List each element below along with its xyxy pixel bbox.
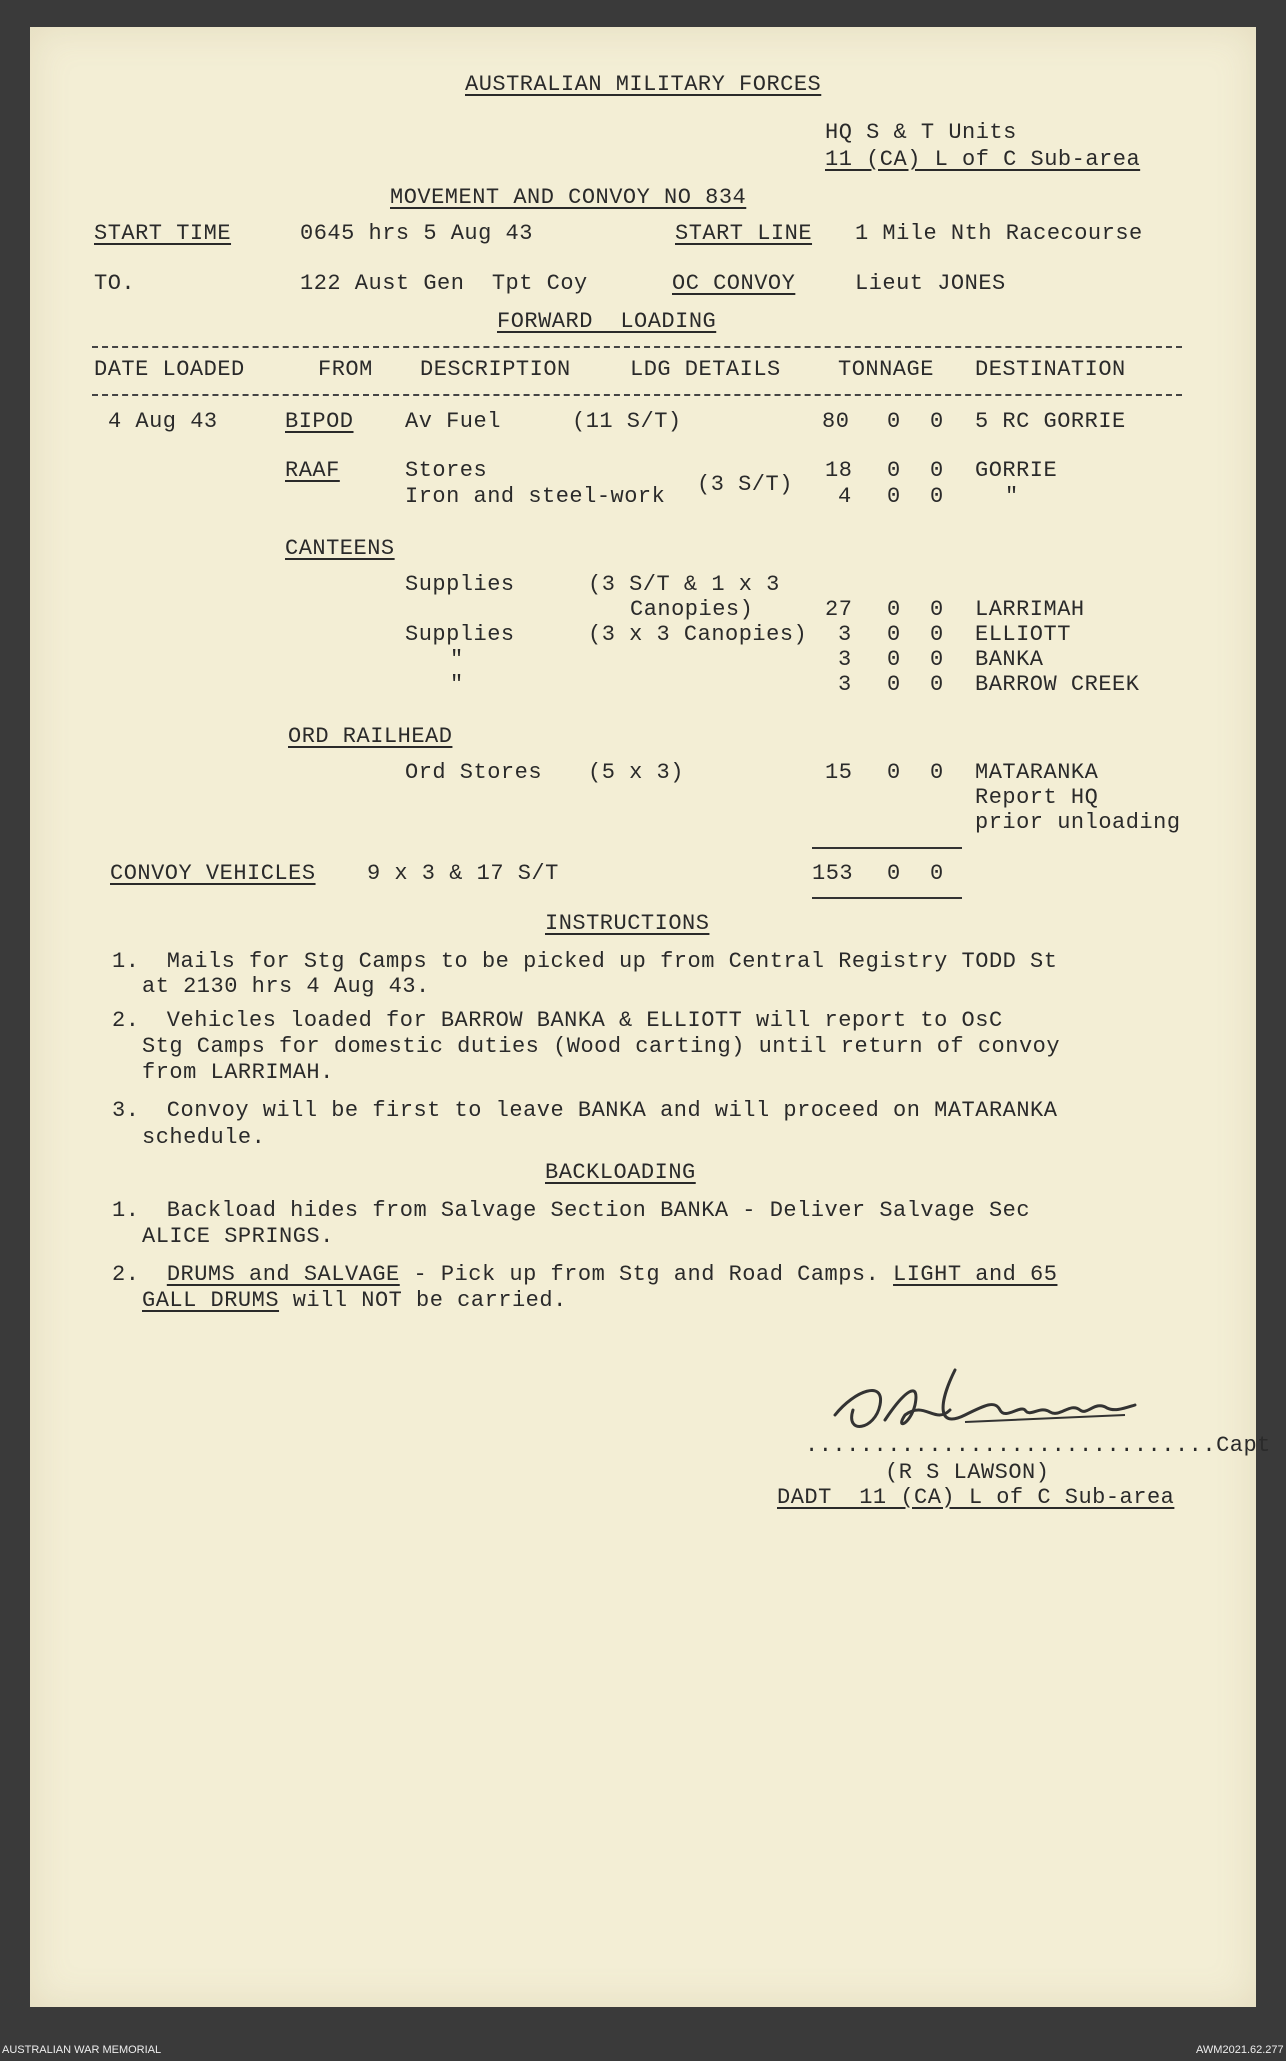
ldg-ord: (5 x 3) <box>588 760 684 785</box>
convoy-vehicles-value: 9 x 3 & 17 S/T <box>367 861 559 886</box>
backload-2b-rest: will NOT be carried. <box>279 1288 567 1313</box>
instruction-3a: 3. Convoy will be first to leave BANKA and will proceed on MATARANKA <box>112 1098 1058 1123</box>
oc-convoy-label: OC CONVOY <box>672 271 796 296</box>
dest-ord-2: Report HQ <box>975 785 1099 810</box>
tonnage-bipod-qtr: 0 <box>930 409 944 434</box>
desc-supplies-2: Supplies <box>405 622 515 647</box>
to-label: TO. <box>94 271 136 296</box>
tonnage-raaf1-cwt: 0 <box>887 458 901 483</box>
unit-line-2: 11 (CA) L of C Sub-area <box>825 147 1141 172</box>
tonnage-can3-qtr: 0 <box>930 647 944 672</box>
dest-can3: BANKA <box>975 647 1044 672</box>
from-ord-railhead: ORD RAILHEAD <box>288 724 453 749</box>
tonnage-bipod-cwt: 0 <box>887 409 901 434</box>
ldg-canteens-1b: Canopies) <box>630 597 754 622</box>
col-from: FROM <box>318 357 373 382</box>
tonnage-can4-cwt: 0 <box>887 672 901 697</box>
instruction-2c: from LARRIMAH. <box>142 1060 334 1085</box>
backloading-title: BACKLOADING <box>545 1160 696 1185</box>
desc-stores: Stores <box>405 458 488 483</box>
gall-drums: GALL DRUMS <box>142 1288 280 1313</box>
instruction-1b: at 2130 hrs 4 Aug 43. <box>142 974 430 999</box>
desc-supplies-1: Supplies <box>405 572 515 597</box>
from-canteens: CANTEENS <box>285 536 395 561</box>
tonnage-can4-tons: 3 <box>838 672 852 697</box>
col-destination: DESTINATION <box>975 357 1126 382</box>
light-65: LIGHT and 65 <box>893 1262 1058 1287</box>
dest-ord-1: MATARANKA <box>975 760 1099 785</box>
total-cwt: 0 <box>887 861 901 886</box>
col-tonnage: TONNAGE <box>838 357 934 382</box>
instruction-1a: 1. Mails for Stg Camps to be picked up from Central Registry TODD St <box>112 949 1058 974</box>
ldg-bipod: (11 S/T) <box>572 409 682 434</box>
tonnage-can1-tons: 27 <box>825 597 853 622</box>
backload-2a <box>112 1262 1057 1288</box>
from-bipod: BIPOD <box>285 409 354 434</box>
total-rule-top <box>812 847 962 849</box>
tonnage-ord-tons: 15 <box>825 760 853 785</box>
tonnage-can3-tons: 3 <box>838 647 852 672</box>
instructions-title: INSTRUCTIONS <box>545 911 710 936</box>
tonnage-raaf2-tons: 4 <box>838 484 852 509</box>
date-loaded: 4 Aug 43 <box>108 409 218 434</box>
start-time-value: 0645 hrs 5 Aug 43 <box>300 221 533 246</box>
desc-ord-stores: Ord Stores <box>405 760 543 785</box>
desc-av-fuel: Av Fuel <box>405 409 501 434</box>
tonnage-ord-cwt: 0 <box>887 760 901 785</box>
dest-bipod: 5 RC GORRIE <box>975 409 1126 434</box>
col-date-loaded: DATE LOADED <box>94 357 245 382</box>
tonnage-raaf2-cwt: 0 <box>887 484 901 509</box>
backload-1a: 1. Backload hides from Salvage Section BANKA - Deliver Salvage Sec <box>112 1198 1031 1223</box>
dest-ord-3: prior unloading <box>975 810 1181 835</box>
tonnage-bipod-tons: 80 <box>822 409 850 434</box>
dest-can2: ELLIOTT <box>975 622 1071 647</box>
tonnage-raaf2-qtr: 0 <box>930 484 944 509</box>
dest-can4: BARROW CREEK <box>975 672 1140 697</box>
convoy-vehicles-label: CONVOY VEHICLES <box>110 861 316 886</box>
col-description: DESCRIPTION <box>420 357 571 382</box>
backload-1b: ALICE SPRINGS. <box>142 1224 334 1249</box>
tonnage-raaf1-qtr: 0 <box>930 458 944 483</box>
org-heading: AUSTRALIAN MILITARY FORCES <box>465 72 822 97</box>
dest-raaf1: GORRIE <box>975 458 1058 483</box>
tonnage-ord-qtr: 0 <box>930 760 944 785</box>
forward-loading-title: FORWARD LOADING <box>497 309 717 334</box>
unit-line-1: HQ S & T Units <box>825 120 1017 145</box>
document-title: MOVEMENT AND CONVOY NO 834 <box>390 185 747 210</box>
start-time-label: START TIME <box>94 221 232 246</box>
desc-iron-steel: Iron and steel-work <box>405 484 666 509</box>
signature-dots: ..............................Capt <box>805 1433 1271 1458</box>
dest-can1: LARRIMAH <box>975 597 1085 622</box>
tonnage-raaf1-tons: 18 <box>825 458 853 483</box>
footer-left: AUSTRALIAN WAR MEMORIAL <box>2 2044 162 2056</box>
ldg-raaf: (3 S/T) <box>697 472 793 497</box>
total-qtr: 0 <box>930 861 944 886</box>
tonnage-can2-qtr: 0 <box>930 622 944 647</box>
instruction-3b: schedule. <box>142 1125 266 1150</box>
backload-2-mid: - Pick up from Stg and Road Camps. <box>399 1262 894 1287</box>
instruction-2a: 2. Vehicles loaded for BARROW BANKA & ELLIOTT will report to OsC <box>112 1008 1003 1033</box>
col-ldg-details: LDG DETAILS <box>630 357 781 382</box>
backload-2-num: 2. <box>112 1262 140 1287</box>
tonnage-can1-cwt: 0 <box>887 597 901 622</box>
from-raaf: RAAF <box>285 458 340 483</box>
desc-ditto-3: " <box>450 647 464 672</box>
footer-right: AWM2021.62.277 <box>1196 2044 1284 2056</box>
start-line-label: START LINE <box>675 221 813 246</box>
oc-convoy-value: Lieut JONES <box>855 271 1006 296</box>
ldg-canteens-2: (3 x 3 Canopies) <box>588 622 808 647</box>
total-tons: 153 <box>812 861 854 886</box>
desc-ditto-4: " <box>450 672 464 697</box>
instruction-2b: Stg Camps for domestic duties (Wood carting) until return of convoy <box>142 1034 1061 1059</box>
header-rule-top <box>92 346 1182 348</box>
ldg-canteens-1a: (3 S/T & 1 x 3 <box>588 572 780 597</box>
tonnage-can1-qtr: 0 <box>930 597 944 622</box>
signatory-title: DADT 11 (CA) L of C Sub-area <box>777 1485 1175 1510</box>
header-rule-bottom <box>92 394 1182 396</box>
tonnage-can2-tons: 3 <box>838 622 852 647</box>
total-rule-bottom <box>812 897 962 899</box>
tonnage-can2-cwt: 0 <box>887 622 901 647</box>
dest-raaf2: " <box>1005 484 1019 509</box>
start-line-value: 1 Mile Nth Racecourse <box>855 221 1143 246</box>
tonnage-can3-cwt: 0 <box>887 647 901 672</box>
tonnage-can4-qtr: 0 <box>930 672 944 697</box>
backload-2b <box>142 1288 567 1314</box>
drums-salvage: DRUMS and SALVAGE <box>166 1262 400 1287</box>
to-value: 122 Aust Gen Tpt Coy <box>300 271 588 296</box>
signatory-name: (R S LAWSON) <box>885 1460 1050 1485</box>
